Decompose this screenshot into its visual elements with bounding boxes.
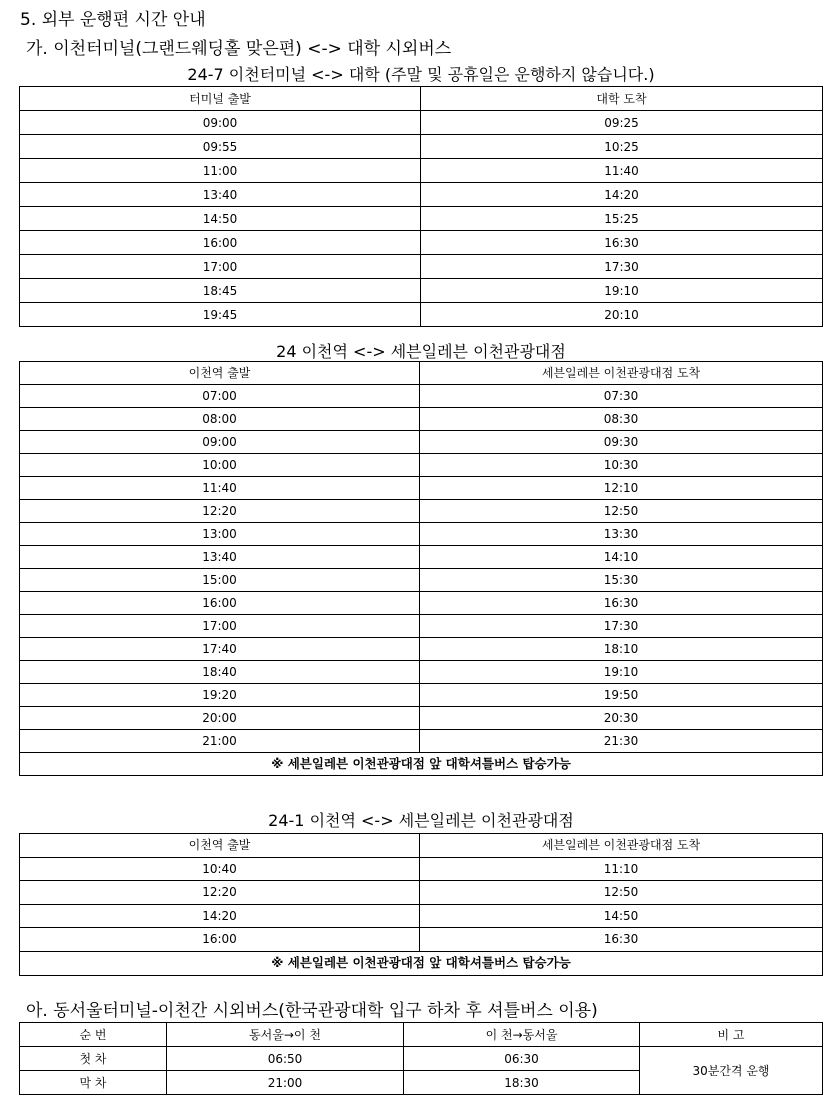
dong-seoul-table: [19, 1022, 823, 1095]
time-cell: 19:10: [420, 661, 823, 684]
header-cell: 대학 도착: [421, 87, 823, 111]
time-cell: 13:40: [20, 183, 421, 207]
header-row: [20, 87, 823, 111]
table-row: [20, 477, 823, 500]
time-cell: 10:00: [20, 454, 420, 477]
time-cell: 10:40: [20, 857, 420, 881]
header-cell-order: 순 번: [20, 1023, 167, 1047]
table-row: [20, 661, 823, 684]
time-cell: 18:10: [420, 638, 823, 661]
table-row: [20, 523, 823, 546]
cell-time: 21:00: [167, 1071, 404, 1095]
time-cell: 18:40: [20, 661, 420, 684]
table-row: [20, 615, 823, 638]
table-row: [20, 303, 823, 327]
time-cell: 17:30: [420, 615, 823, 638]
time-cell: 16:00: [20, 231, 421, 255]
time-cell: 10:25: [421, 135, 823, 159]
time-cell: 12:10: [420, 477, 823, 500]
table-row: [20, 454, 823, 477]
time-cell: 12:50: [420, 500, 823, 523]
header-row: [20, 1023, 823, 1047]
time-cell: 20:00: [20, 707, 420, 730]
subheading-ga: 가. 이천터미널(그랜드웨딩홀 맞은편) <-> 대학 시외버스: [26, 39, 452, 59]
table-row: [20, 159, 823, 183]
time-cell: 13:30: [420, 523, 823, 546]
header-cell: 터미널 출발: [20, 87, 421, 111]
time-cell: 16:30: [421, 231, 823, 255]
time-cell: 11:40: [20, 477, 420, 500]
route-24-table: [19, 361, 823, 776]
boarding-note: ※ 세븐일레븐 이천관광대점 앞 대학셔틀버스 탑승가능: [20, 753, 823, 776]
header-cell: 세븐일레븐 이천관광대점 도착: [420, 362, 823, 385]
table-row: [20, 279, 823, 303]
table-row: [20, 857, 823, 881]
route-24-7-caption: 24-7 이천터미널 <-> 대학 (주말 및 공휴일은 운행하지 않습니다.): [187, 65, 655, 84]
time-cell: 11:00: [20, 159, 421, 183]
header-row: [20, 834, 823, 858]
note-row: [20, 951, 823, 975]
table-row: [20, 183, 823, 207]
time-cell: 20:10: [421, 303, 823, 327]
header-cell: 세븐일레븐 이천관광대점 도착: [420, 834, 823, 858]
time-cell: 15:00: [20, 569, 420, 592]
time-cell: 18:45: [20, 279, 421, 303]
time-cell: 17:40: [20, 638, 420, 661]
time-cell: 08:00: [20, 408, 420, 431]
header-cell-icheon-to-dongseoul: 이 천→동서울: [404, 1023, 640, 1047]
cell-order: 막 차: [20, 1071, 167, 1095]
time-cell: 11:40: [421, 159, 823, 183]
header-cell-remark: 비 고: [640, 1023, 823, 1047]
time-cell: 14:10: [420, 546, 823, 569]
table-row: [20, 707, 823, 730]
time-cell: 08:30: [420, 408, 823, 431]
time-cell: 21:30: [420, 730, 823, 753]
time-cell: 13:00: [20, 523, 420, 546]
time-cell: 12:20: [20, 881, 420, 905]
cell-order: 첫 차: [20, 1047, 167, 1071]
remark-cell: 30분간격 운행: [640, 1047, 823, 1095]
route-24-7-table: [19, 86, 823, 327]
table-row: [20, 431, 823, 454]
table-row: [20, 255, 823, 279]
time-cell: 14:20: [20, 904, 420, 928]
time-cell: 19:45: [20, 303, 421, 327]
time-cell: 15:25: [421, 207, 823, 231]
time-cell: 12:50: [420, 881, 823, 905]
table-row: [20, 207, 823, 231]
table-row: [20, 928, 823, 952]
time-cell: 09:00: [20, 431, 420, 454]
boarding-note: ※ 세븐일레븐 이천관광대점 앞 대학셔틀버스 탑승가능: [20, 951, 823, 975]
table-row: [20, 408, 823, 431]
table-row: [20, 592, 823, 615]
header-cell: 이천역 출발: [20, 362, 420, 385]
section-heading: 5. 외부 운행편 시간 안내: [20, 10, 206, 30]
time-cell: 14:20: [421, 183, 823, 207]
time-cell: 15:30: [420, 569, 823, 592]
time-cell: 14:50: [420, 904, 823, 928]
header-cell: 이천역 출발: [20, 834, 420, 858]
table-row: [20, 684, 823, 707]
time-cell: 09:30: [420, 431, 823, 454]
table-row: [20, 135, 823, 159]
subheading-a: 아. 동서울터미널-이천간 시외버스(한국관광대학 입구 하차 후 셔틀버스 이용): [26, 1001, 598, 1021]
time-cell: 09:55: [20, 135, 421, 159]
note-row: [20, 753, 823, 776]
time-cell: 17:00: [20, 615, 420, 638]
table-row: [20, 500, 823, 523]
table-row: [20, 111, 823, 135]
table-row: [20, 638, 823, 661]
time-cell: 09:25: [421, 111, 823, 135]
table-row: [20, 1047, 823, 1071]
time-cell: 21:00: [20, 730, 420, 753]
time-cell: 16:30: [420, 592, 823, 615]
time-cell: 14:50: [20, 207, 421, 231]
time-cell: 11:10: [420, 857, 823, 881]
cell-time: 06:30: [404, 1047, 640, 1071]
table-row: [20, 881, 823, 905]
table-row: [20, 546, 823, 569]
time-cell: 19:50: [420, 684, 823, 707]
header-cell-dongseoul-to-icheon: 동서울→이 천: [167, 1023, 404, 1047]
time-cell: 12:20: [20, 500, 420, 523]
time-cell: 16:30: [420, 928, 823, 952]
time-cell: 20:30: [420, 707, 823, 730]
time-cell: 16:00: [20, 592, 420, 615]
route-24-1-table: [19, 833, 823, 976]
route-24-caption: 24 이천역 <-> 세븐일레븐 이천관광대점: [276, 342, 566, 361]
time-cell: 07:00: [20, 385, 420, 408]
table-row: [20, 385, 823, 408]
time-cell: 07:30: [420, 385, 823, 408]
table-row: [20, 231, 823, 255]
cell-time: 18:30: [404, 1071, 640, 1095]
time-cell: 10:30: [420, 454, 823, 477]
table-row: [20, 904, 823, 928]
time-cell: 17:30: [421, 255, 823, 279]
route-24-1-caption: 24-1 이천역 <-> 세븐일레븐 이천관광대점: [268, 811, 574, 830]
time-cell: 19:10: [421, 279, 823, 303]
header-row: [20, 362, 823, 385]
table-row: [20, 730, 823, 753]
table-row: [20, 569, 823, 592]
time-cell: 16:00: [20, 928, 420, 952]
time-cell: 09:00: [20, 111, 421, 135]
cell-time: 06:50: [167, 1047, 404, 1071]
time-cell: 17:00: [20, 255, 421, 279]
time-cell: 19:20: [20, 684, 420, 707]
time-cell: 13:40: [20, 546, 420, 569]
